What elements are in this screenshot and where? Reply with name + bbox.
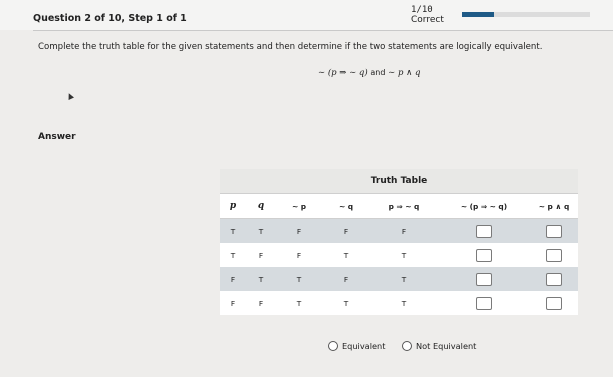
statements-line xyxy=(318,68,421,78)
answer-cell xyxy=(438,243,530,267)
choice-not-equivalent[interactable] xyxy=(402,341,476,351)
table-cell: T xyxy=(370,243,438,267)
column-header-q: q xyxy=(246,194,276,219)
table-cell: T xyxy=(276,291,322,315)
table-cell: T xyxy=(220,219,246,244)
answer-input-box[interactable] xyxy=(476,225,492,238)
answer-input-box[interactable] xyxy=(476,297,492,310)
table-cell: T xyxy=(246,267,276,291)
answer-cell xyxy=(530,291,578,315)
statement-two: ∼ p ∧ q xyxy=(388,68,421,78)
answer-cell xyxy=(530,243,578,267)
answer-label: Answer xyxy=(38,132,76,142)
progress-fill xyxy=(462,12,494,17)
choice-equivalent[interactable] xyxy=(328,341,385,351)
table-cell: F xyxy=(220,291,246,315)
table-cell: F xyxy=(246,291,276,315)
truth-table xyxy=(220,169,578,315)
radio-button-icon[interactable] xyxy=(402,341,412,351)
table-row xyxy=(220,243,578,267)
answer-input-box[interactable] xyxy=(476,273,492,286)
answer-input-box[interactable] xyxy=(476,249,492,262)
question-header xyxy=(0,0,613,30)
score-counter: 1/10 xyxy=(411,5,433,15)
table-cell: F xyxy=(246,243,276,267)
header-divider xyxy=(33,30,613,31)
column-header-not-p-and-q: ∼ p ∧ q xyxy=(530,194,578,219)
column-header-p: p xyxy=(220,194,246,219)
table-cell: F xyxy=(322,267,370,291)
answer-cell xyxy=(530,267,578,291)
table-cell: F xyxy=(220,267,246,291)
table-cell: F xyxy=(276,243,322,267)
answer-input-box[interactable] xyxy=(546,249,562,262)
column-header-not-p-implies-not-q: ∼ (p ⇒ ∼ q) xyxy=(438,194,530,219)
table-title: Truth Table xyxy=(220,169,578,194)
answer-cell xyxy=(438,219,530,244)
mouse-cursor-icon xyxy=(66,92,74,100)
answer-cell xyxy=(438,267,530,291)
statement-connector: and xyxy=(370,68,386,77)
answer-input-box[interactable] xyxy=(546,225,562,238)
table-cell: F xyxy=(370,219,438,244)
table-cell: T xyxy=(370,291,438,315)
table-cell: T xyxy=(220,243,246,267)
choice-label: Equivalent xyxy=(342,341,386,351)
question-title: Question 2 of 10, Step 1 of 1 xyxy=(33,13,187,24)
question-prompt: Complete the truth table for the given statements and then determine if the two statements are logically equivalent. xyxy=(38,42,543,52)
table-cell: F xyxy=(322,219,370,244)
table-row xyxy=(220,267,578,291)
table-cell: F xyxy=(276,219,322,244)
column-header-not-p: ∼ p xyxy=(276,194,322,219)
table-cell: T xyxy=(322,291,370,315)
answer-input-box[interactable] xyxy=(546,297,562,310)
answer-cell xyxy=(530,219,578,244)
table-cell: T xyxy=(246,219,276,244)
table-cell: T xyxy=(370,267,438,291)
progress-bar xyxy=(462,12,590,17)
status-label: Correct xyxy=(411,15,444,25)
table-cell: T xyxy=(322,243,370,267)
equivalence-choices xyxy=(328,341,490,353)
statement-one: ∼ (p ⇒ ∼ q) xyxy=(318,68,368,78)
choice-label: Not Equivalent xyxy=(416,341,477,351)
answer-input-box[interactable] xyxy=(546,273,562,286)
table-row xyxy=(220,291,578,315)
table-row xyxy=(220,219,578,244)
answer-cell xyxy=(438,291,530,315)
column-header-not-q: ∼ q xyxy=(322,194,370,219)
table-cell: T xyxy=(276,267,322,291)
radio-button-icon[interactable] xyxy=(328,341,338,351)
column-header-p-implies-not-q: p ⇒ ∼ q xyxy=(370,194,438,219)
